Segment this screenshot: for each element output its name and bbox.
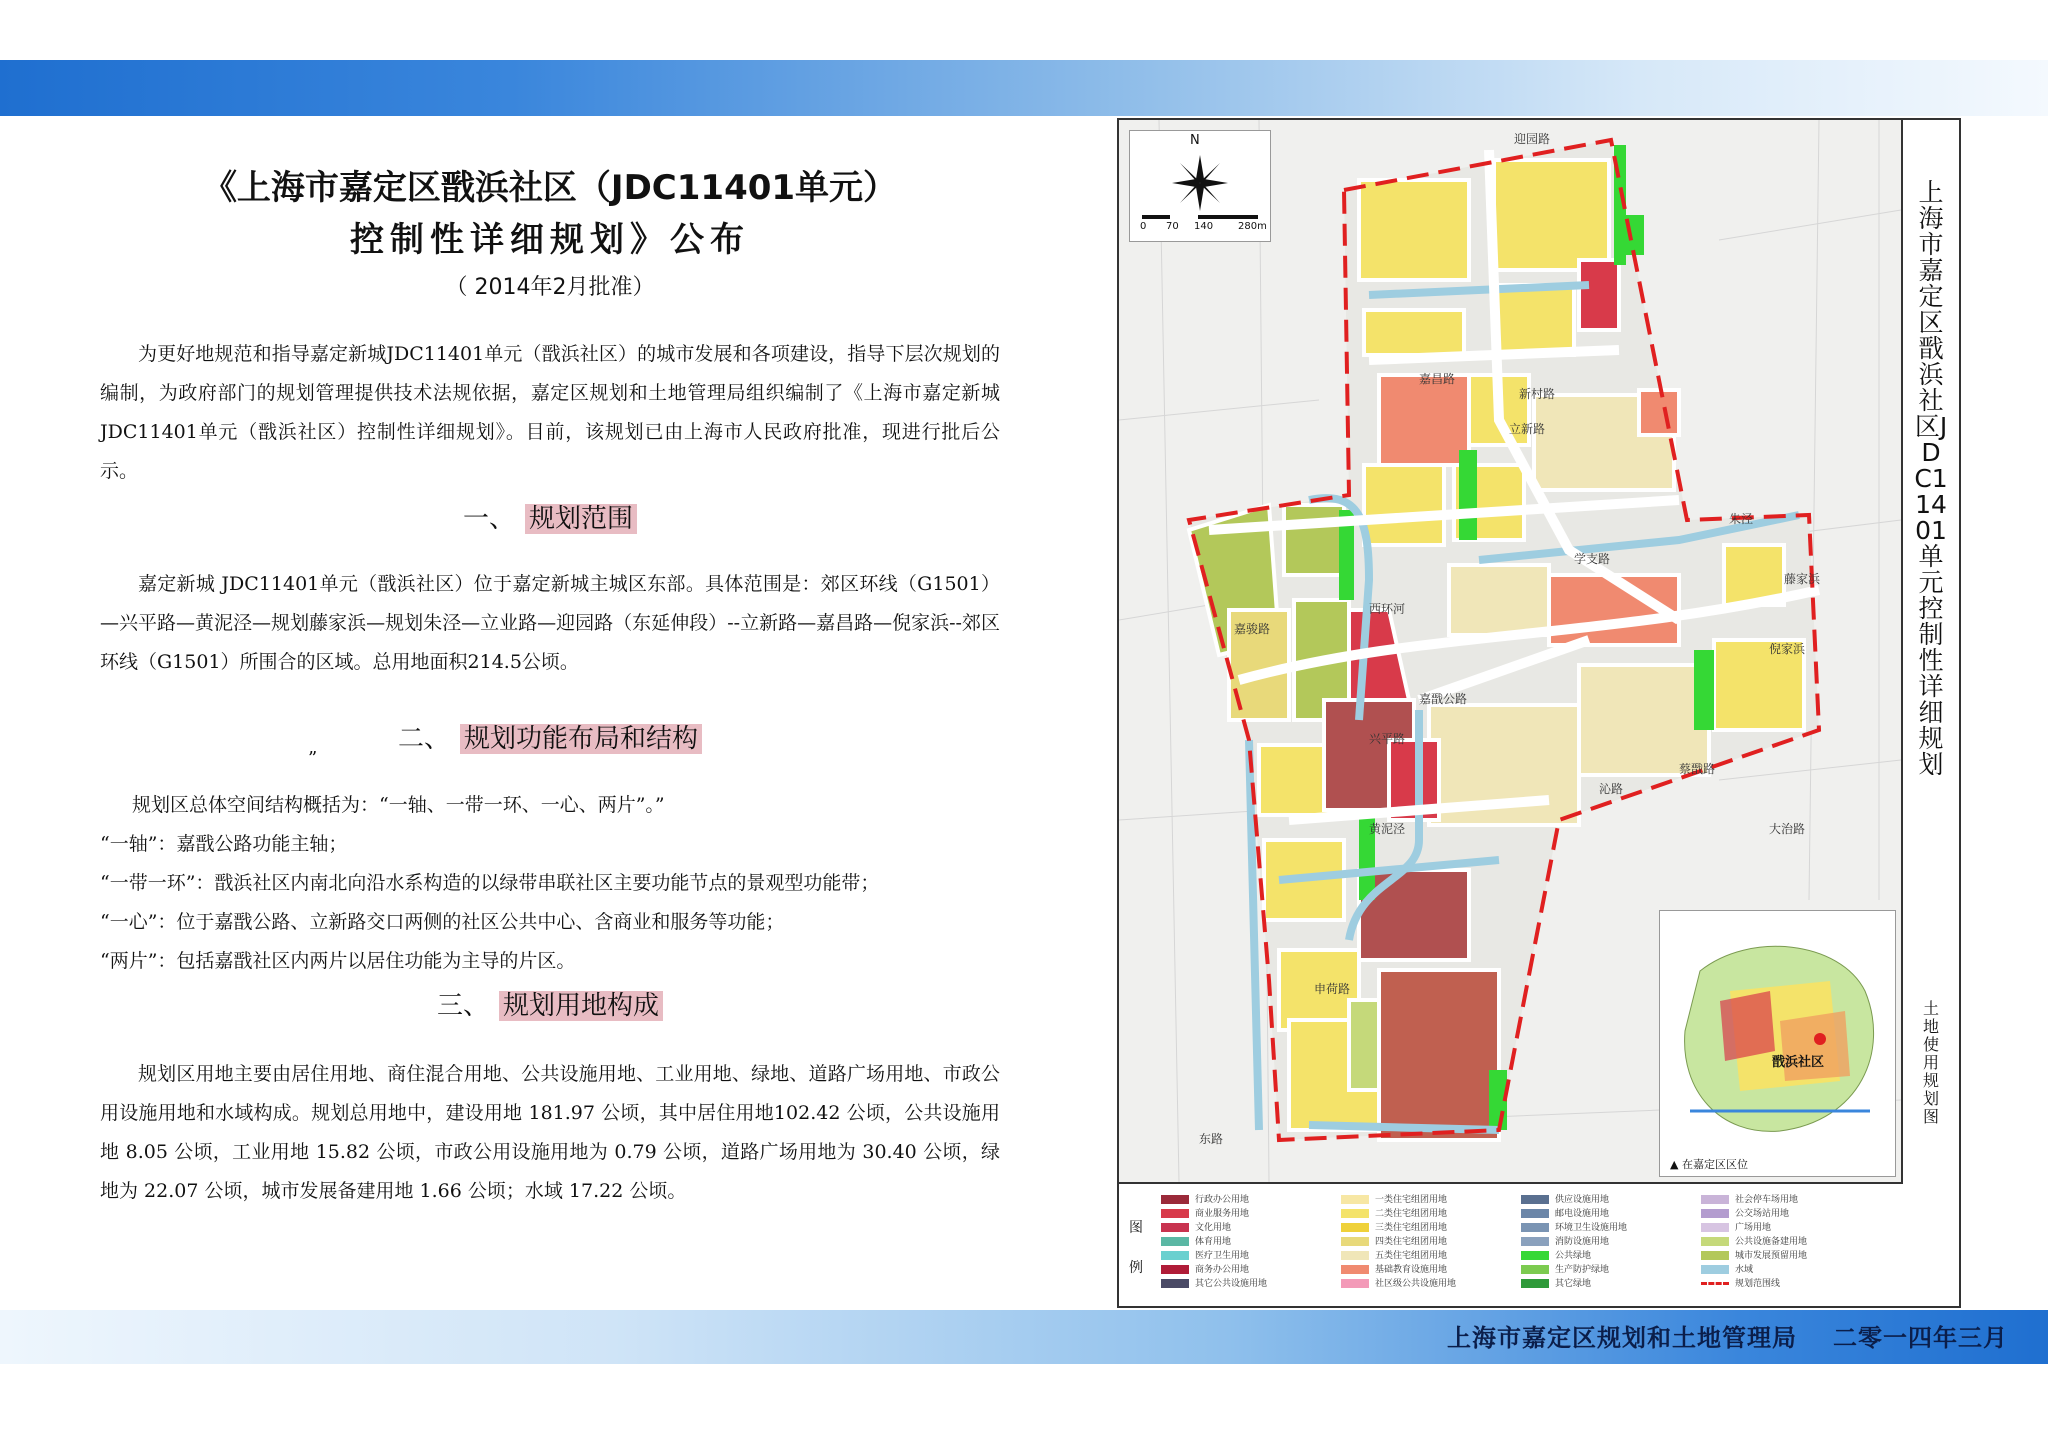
legend-swatch bbox=[1161, 1251, 1189, 1260]
legend-swatch bbox=[1701, 1237, 1729, 1246]
inset-caption: ▲ 在嘉定区区位 bbox=[1670, 1158, 1748, 1171]
road-label: 西环河 bbox=[1369, 602, 1406, 616]
belt-line: “一带一环”：戬浜社区内南北向沿水系构造的以绿带串联社区主要功能节点的景观型功能带； bbox=[100, 872, 880, 894]
map-vertical-title: 上海市嘉定区戬浜社区JDC11401单元控制性详细规划 bbox=[1914, 178, 1948, 779]
legend-swatch bbox=[1341, 1209, 1369, 1218]
stray-mark: ” bbox=[308, 748, 318, 769]
legend-label: 医疗卫生用地 bbox=[1195, 1251, 1250, 1261]
doc-title-line1: 《上海市嘉定区戬浜社区（JDC11401单元） bbox=[202, 168, 898, 208]
legend-item bbox=[1161, 1192, 1249, 1205]
legend-label: 二类住宅组团用地 bbox=[1375, 1209, 1448, 1219]
road-label: 嘉戬公路 bbox=[1419, 692, 1468, 706]
legend-item bbox=[1521, 1192, 1609, 1205]
section1-text: 嘉定新城 JDC11401单元（戬浜社区）位于嘉定新城主城区东部。具体范围是：郊区环线（G1501）—兴平路—黄泥泾—规划藤家浜—规划朱泾—立业路—迎园路（东延伸段）--立新路—嘉昌路—倪家浜--郊区环线（G1501）所围合的区域。总用地面积214.5公顷。 bbox=[100, 573, 1000, 673]
road-label: 嘉骏路 bbox=[1234, 622, 1271, 636]
road-label: 东路 bbox=[1199, 1132, 1224, 1146]
legend-label: 公交场站用地 bbox=[1735, 1209, 1790, 1219]
north-label: N bbox=[1190, 133, 1200, 148]
scale-label-280: 280m bbox=[1238, 221, 1267, 232]
legend-swatch bbox=[1161, 1209, 1189, 1218]
top-banner bbox=[0, 60, 2048, 116]
legend-item bbox=[1161, 1262, 1249, 1275]
legend-item bbox=[1701, 1192, 1798, 1205]
legend-label: 文化用地 bbox=[1195, 1223, 1232, 1233]
footer-date: 二零一四年三月 bbox=[1833, 1324, 2008, 1352]
legend-label: 四类住宅组团用地 bbox=[1375, 1237, 1448, 1247]
legend-label: 公共绿地 bbox=[1555, 1251, 1592, 1261]
footer bbox=[1411, 1318, 2008, 1353]
legend-label: 一类住宅组团用地 bbox=[1375, 1195, 1448, 1205]
section3-text: 规划区用地主要由居住用地、商住混合用地、公共设施用地、工业用地、绿地、道路广场用地、市政公用设施用地和水域构成。规划总用地中，建设用地 181.97 公顷，其中居住用地102.42 公顷，公共设施用地 8.05 公顷，工业用地 15.82 公顷，市政公用设施用地为 0.79 公顷，道路广场用地为 30.40 公顷，绿地为 22.07 公顷，城市发展备建用地 1.66 公顷；水域 17.22 公顷。 bbox=[100, 1063, 1000, 1202]
legend-swatch bbox=[1341, 1237, 1369, 1246]
section1-paragraph bbox=[100, 565, 1000, 682]
section3-heading bbox=[100, 985, 1000, 1022]
legend-label: 邮电设施用地 bbox=[1555, 1209, 1610, 1219]
map-legend bbox=[1119, 1184, 1901, 1304]
legend-label: 规划范围线 bbox=[1735, 1279, 1781, 1289]
legend-item bbox=[1701, 1206, 1789, 1219]
legend-item bbox=[1341, 1220, 1447, 1233]
legend-swatch bbox=[1521, 1279, 1549, 1288]
compass-icon bbox=[1130, 147, 1270, 227]
north-arrow-scale bbox=[1129, 130, 1271, 242]
legend-item bbox=[1341, 1248, 1447, 1261]
road-label: 新村路 bbox=[1519, 387, 1556, 401]
legend-label: 三类住宅组团用地 bbox=[1375, 1223, 1448, 1233]
legend-label: 行政办公用地 bbox=[1195, 1195, 1250, 1205]
road-label: 立新路 bbox=[1509, 422, 1546, 436]
land-use-map bbox=[1119, 120, 1903, 1184]
road-label: 藤家浜 bbox=[1784, 572, 1821, 586]
legend-label: 广场用地 bbox=[1735, 1223, 1772, 1233]
legend-swatch bbox=[1161, 1279, 1189, 1288]
scale-label-140: 140 bbox=[1194, 221, 1214, 232]
map-title-sidebar bbox=[1905, 120, 1957, 1182]
legend-item bbox=[1701, 1262, 1753, 1275]
axis-line: “一轴”：嘉戬公路功能主轴； bbox=[100, 833, 348, 855]
legend-item bbox=[1521, 1220, 1627, 1233]
legend-swatch bbox=[1341, 1251, 1369, 1260]
road-label: 学支路 bbox=[1574, 552, 1611, 566]
legend-swatch bbox=[1701, 1223, 1729, 1232]
legend-item bbox=[1161, 1206, 1249, 1219]
legend-item bbox=[1161, 1248, 1249, 1261]
legend-swatch bbox=[1161, 1265, 1189, 1274]
legend-label: 其它公共设施用地 bbox=[1195, 1279, 1268, 1289]
legend-label: 公共设施备建用地 bbox=[1735, 1237, 1808, 1247]
legend-swatch bbox=[1161, 1237, 1189, 1246]
legend-swatch bbox=[1341, 1265, 1369, 1274]
legend-swatch bbox=[1341, 1279, 1369, 1288]
legend-item bbox=[1521, 1206, 1609, 1219]
legend-label: 社区级公共设施用地 bbox=[1375, 1279, 1457, 1289]
inset-area-label: 戬浜社区 bbox=[1772, 1055, 1825, 1070]
road-label: 朱泾 bbox=[1729, 512, 1754, 526]
section2-heading bbox=[100, 718, 1000, 755]
intro-text: 为更好地规范和指导嘉定新城JDC11401单元（戬浜社区）的城市发展和各项建设，指导下层次规划的编制，为政府部门的规划管理提供技术法规依据，嘉定区规划和土地管理局组织编制了《上海市嘉定新城JDC11401单元（戬浜社区）控制性详细规划》。目前，该规划已由上海市人民政府批准，现进行批后公示。 bbox=[100, 343, 1000, 482]
section3-paragraph bbox=[100, 1055, 1000, 1211]
structure-summary: 规划区总体空间结构概括为：“一轴、一带一环、一心、两片”。” bbox=[132, 794, 665, 816]
land-use-map-panel bbox=[1117, 118, 1961, 1308]
legend-swatch bbox=[1521, 1265, 1549, 1274]
section1-number: 一、 bbox=[462, 504, 515, 534]
legend-item bbox=[1521, 1262, 1609, 1275]
legend-item bbox=[1521, 1234, 1609, 1247]
road-label: 大治路 bbox=[1769, 822, 1806, 836]
legend-label: 基础教育设施用地 bbox=[1375, 1265, 1448, 1275]
legend-label: 商务办公用地 bbox=[1195, 1265, 1250, 1275]
road-label: 黄泥泾 bbox=[1369, 822, 1406, 836]
approval-date: （ 2014年2月批准） bbox=[445, 275, 655, 300]
legend-item bbox=[1341, 1276, 1456, 1289]
legend-label: 生产防护绿地 bbox=[1555, 1265, 1610, 1275]
legend-item bbox=[1701, 1220, 1771, 1233]
intro-paragraph bbox=[100, 335, 1000, 491]
section2-number: 二、 bbox=[397, 724, 450, 754]
legend-item bbox=[1161, 1220, 1231, 1233]
legend-label: 社会停车场用地 bbox=[1735, 1195, 1799, 1205]
center-line: “一心”：位于嘉戬公路、立新路交口两侧的社区公共中心、含商业和服务等功能； bbox=[100, 911, 785, 933]
section3-title: 规划用地构成 bbox=[499, 991, 663, 1021]
road-label: 嘉昌路 bbox=[1419, 372, 1456, 386]
legend-item bbox=[1341, 1234, 1447, 1247]
legend-item bbox=[1701, 1234, 1807, 1247]
legend-item bbox=[1521, 1276, 1591, 1289]
footer-org: 上海市嘉定区规划和土地管理局 bbox=[1447, 1324, 1797, 1352]
legend-item bbox=[1341, 1192, 1447, 1205]
legend-label: 供应设施用地 bbox=[1555, 1195, 1610, 1205]
legend-swatch bbox=[1521, 1195, 1549, 1204]
legend-label: 水域 bbox=[1735, 1265, 1754, 1275]
legend-title: 图例 bbox=[1129, 1220, 1143, 1276]
legend-item bbox=[1161, 1276, 1267, 1289]
legend-item bbox=[1341, 1262, 1447, 1275]
legend-swatch bbox=[1521, 1209, 1549, 1218]
inset-map bbox=[1660, 911, 1895, 1151]
legend-swatch bbox=[1701, 1251, 1729, 1260]
legend-swatch bbox=[1341, 1223, 1369, 1232]
legend-swatch bbox=[1521, 1237, 1549, 1246]
road-label: 迎园路 bbox=[1514, 132, 1551, 146]
legend-label: 其它绿地 bbox=[1555, 1279, 1592, 1289]
road-label: 沁路 bbox=[1599, 782, 1624, 796]
road-label: 倪家浜 bbox=[1769, 642, 1806, 656]
legend-item bbox=[1341, 1206, 1447, 1219]
legend-label: 体育用地 bbox=[1195, 1237, 1232, 1247]
section1-title: 规划范围 bbox=[525, 504, 637, 534]
legend-label: 环境卫生设施用地 bbox=[1555, 1223, 1628, 1233]
legend-swatch bbox=[1521, 1251, 1549, 1260]
road-label: 蔡戬路 bbox=[1679, 762, 1716, 776]
legend-swatch bbox=[1341, 1195, 1369, 1204]
section1-heading bbox=[100, 498, 1000, 535]
legend-label: 五类住宅组团用地 bbox=[1375, 1251, 1448, 1261]
section2-title: 规划功能布局和结构 bbox=[460, 724, 702, 754]
legend-label: 商业服务用地 bbox=[1195, 1209, 1250, 1219]
legend-swatch bbox=[1701, 1265, 1729, 1274]
legend-label: 消防设施用地 bbox=[1555, 1237, 1610, 1247]
legend-swatch bbox=[1161, 1223, 1189, 1232]
legend-label: 城市发展预留用地 bbox=[1735, 1251, 1808, 1261]
legend-swatch bbox=[1701, 1209, 1729, 1218]
legend-swatch bbox=[1701, 1195, 1729, 1204]
legend-swatch bbox=[1521, 1223, 1549, 1232]
map-subtitle: 土地使用规划图 bbox=[1922, 999, 1939, 1126]
section2-list bbox=[100, 786, 1000, 981]
two-zones-line: “两片”：包括嘉戬社区内两片以居住功能为主导的片区。 bbox=[100, 950, 576, 972]
legend-item bbox=[1521, 1248, 1591, 1261]
scale-label-70: 70 bbox=[1166, 221, 1179, 232]
legend-swatch bbox=[1161, 1195, 1189, 1204]
location-inset bbox=[1659, 910, 1896, 1177]
doc-title-line2: 控制性详细规划》公布 bbox=[350, 220, 750, 260]
road-label: 兴平路 bbox=[1369, 732, 1406, 746]
road-label: 申荷路 bbox=[1314, 982, 1351, 996]
legend-item bbox=[1701, 1248, 1807, 1261]
section3-number: 三、 bbox=[436, 991, 489, 1021]
scale-label-0: 0 bbox=[1140, 221, 1147, 232]
legend-item bbox=[1161, 1234, 1231, 1247]
legend-item bbox=[1701, 1276, 1780, 1289]
legend-swatch bbox=[1701, 1282, 1729, 1285]
